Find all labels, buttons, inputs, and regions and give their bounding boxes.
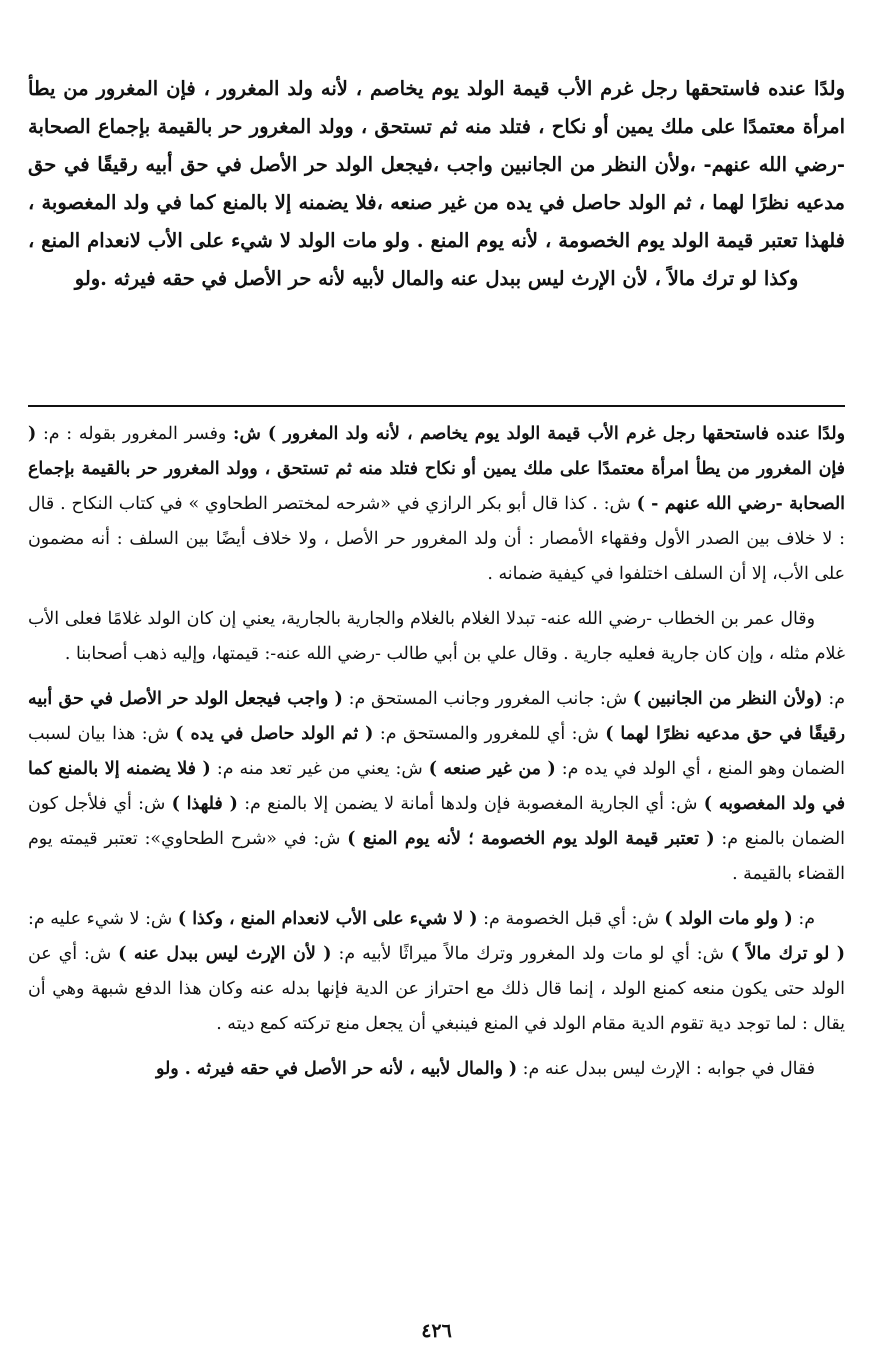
quoted-text: ( لو ترك مالاً ) xyxy=(730,944,846,964)
commentary-text: ش: أي للمغرور والمستحق م: xyxy=(373,724,606,744)
commentary-text: ش: جانب المغرور وجانب المستحق م: xyxy=(342,689,633,709)
quoted-text: ( فلا يضمنه إلا بالمنع كما في ولد المغصوبه ) xyxy=(28,759,846,814)
commentary-paragraph-3 xyxy=(28,682,845,892)
commentary-text: م: xyxy=(822,689,845,709)
commentary-text: ش: يعني من غير تعد منه م: xyxy=(210,759,429,779)
commentary-text: ش: أي الجارية المغصوبة فإن ولدها أمانة لا يضمن إلا بالمنع م: xyxy=(237,794,704,814)
commentary-paragraph-5 xyxy=(28,1052,845,1087)
commentary-text: ش: في «شرح الطحاوي»: تعتبر قيمته يوم القضاء بالقيمة . xyxy=(28,829,845,884)
quoted-text: ( والمال لأبيه ، لأنه حر الأصل في حقه فيرثه . ولو xyxy=(156,1059,518,1079)
quoted-text: ( ثم الولد حاصل في يده ) xyxy=(175,724,374,744)
quoted-text: ( واجب فيجعل الولد حر الأصل في حق أبيه رقيقًا في حق مدعيه نظرًا لهما ) xyxy=(28,689,845,744)
commentary-text: ش: هذا بيان لسبب الضمان وهو المنع ، أي الولد في يده م: xyxy=(28,724,845,779)
commentary-paragraph-1 xyxy=(28,417,845,592)
commentary-paragraph-2: وقال عمر بن الخطاب -رضي الله عنه- تبدلا الغلام بالغلام والجارية بالجارية، يعني إن كان الولد غلامًا فعلى الأب غلام مثله ، وإن كان جارية فعليه جارية . وقال علي بن أبي طالب -رضي الله عنه-: قيمتها، وإليه ذهب أصحابنا . xyxy=(28,609,845,664)
quoted-text: ( تعتبر قيمة الولد يوم الخصومة ؛ لأنه يوم المنع ) xyxy=(347,829,715,849)
commentary-text: ش: أي فلأجل كون الضمان بالمنع م: xyxy=(28,794,846,849)
commentary-text: م: xyxy=(792,909,815,929)
quoted-text: ( لأن الإرث ليس ببدل عنه ) xyxy=(118,944,332,964)
commentary-paragraph-4 xyxy=(28,902,845,1042)
quoted-text: ( من غير صنعه ) xyxy=(428,759,556,779)
main-text: ولدًا عنده فاستحقها رجل غرم الأب قيمة الولد يوم يخاصم ، لأنه ولد المغرور ، فإن المغرور من يطأ امرأة معتمدًا على ملك يمين أو نكاح ، فتلد منه ثم تستحق ، وولد المغرور حر بالقيمة بإجماع الصحابة -رضي الله عنهم- ،ولأن النظر من الجانبين واجب ،فيجعل الولد حر الأصل في حق أبيه رقيقًا في حق مدعيه نظرًا لهما ، ثم الولد حاصل في يده من غير صنعه ،فلا يضمنه إلا بالمنع كما في ولد المغصوبة ، فلهذا تعتبر قيمة الولد يوم الخصومة ، لأنه يوم المنع . ولو مات الولد لا شيء على الأب لانعدام المنع ، وكذا لو ترك مالاً ، لأن الإرث ليس ببدل عنه والمال لأبيه لأنه حر الأصل في حقه فيرثه .ولو xyxy=(28,77,845,290)
commentary-text: ش: أي قبل الخصومة م: xyxy=(477,909,665,929)
commentary-text: ش: . كذا قال أبو بكر الرازي في «شرحه لمختصر الطحاوي » في كتاب النكاح . قال : لا خلاف بين الصدر الأول وفقهاء الأمصار : أن ولد المغرور حر الأصل ، ولا خلاف أيضًا بين السلف : أنه مضمون على الأب، إلا أن السلف اختلفوا في كيفية ضمانه . xyxy=(28,494,845,584)
footnote-divider xyxy=(28,405,845,407)
page-number: ٤٢٦ xyxy=(421,1320,452,1342)
quoted-text: ( ولو مات الولد ) xyxy=(664,909,793,929)
commentary-text: ش: أي عن الولد حتى يكون منعه كمنع الولد ، إنما قال ذلك مع احتراز عن الدية فإنها بدله عنه وكان هذا الدفع شبهة وهي أن يقال : لما توجد دية تقوم الدية مقام الولد في المنع فينبغي أن يجعل منع تركته كمع ديته . xyxy=(28,944,845,1034)
quoted-text: ( لا شيء على الأب لانعدام المنع ، وكذا ) xyxy=(177,909,478,929)
quoted-text: ولدًا عنده فاستحقها رجل غرم الأب قيمة الولد يوم يخاصم ، لأنه ولد المغرور ) ش: xyxy=(233,424,845,444)
commentary-text: ش: لا شيء عليه م: xyxy=(28,909,178,929)
quoted-text: ( فلهذا ) xyxy=(171,794,238,814)
commentary-text: ش: أي لو مات ولد المغرور وترك مالاً ميراثًا لأبيه م: xyxy=(331,944,731,964)
commentary-text: فقال في جوابه : الإرث ليس ببدل عنه م: xyxy=(517,1059,815,1079)
quoted-text: ( فإن المغرور من يطأ امرأة معتمدًا على ملك يمين أو نكاح فتلد منه ثم تستحق ، وولد المغرور حر بالقيمة بإجماع الصحابة -رضي الله عنهم - ) xyxy=(28,424,846,514)
commentary xyxy=(28,417,845,1097)
quoted-text: (ولأن النظر من الجانبين ) xyxy=(632,689,823,709)
commentary-text: وفسر المغرور بقوله : م: xyxy=(36,424,234,444)
